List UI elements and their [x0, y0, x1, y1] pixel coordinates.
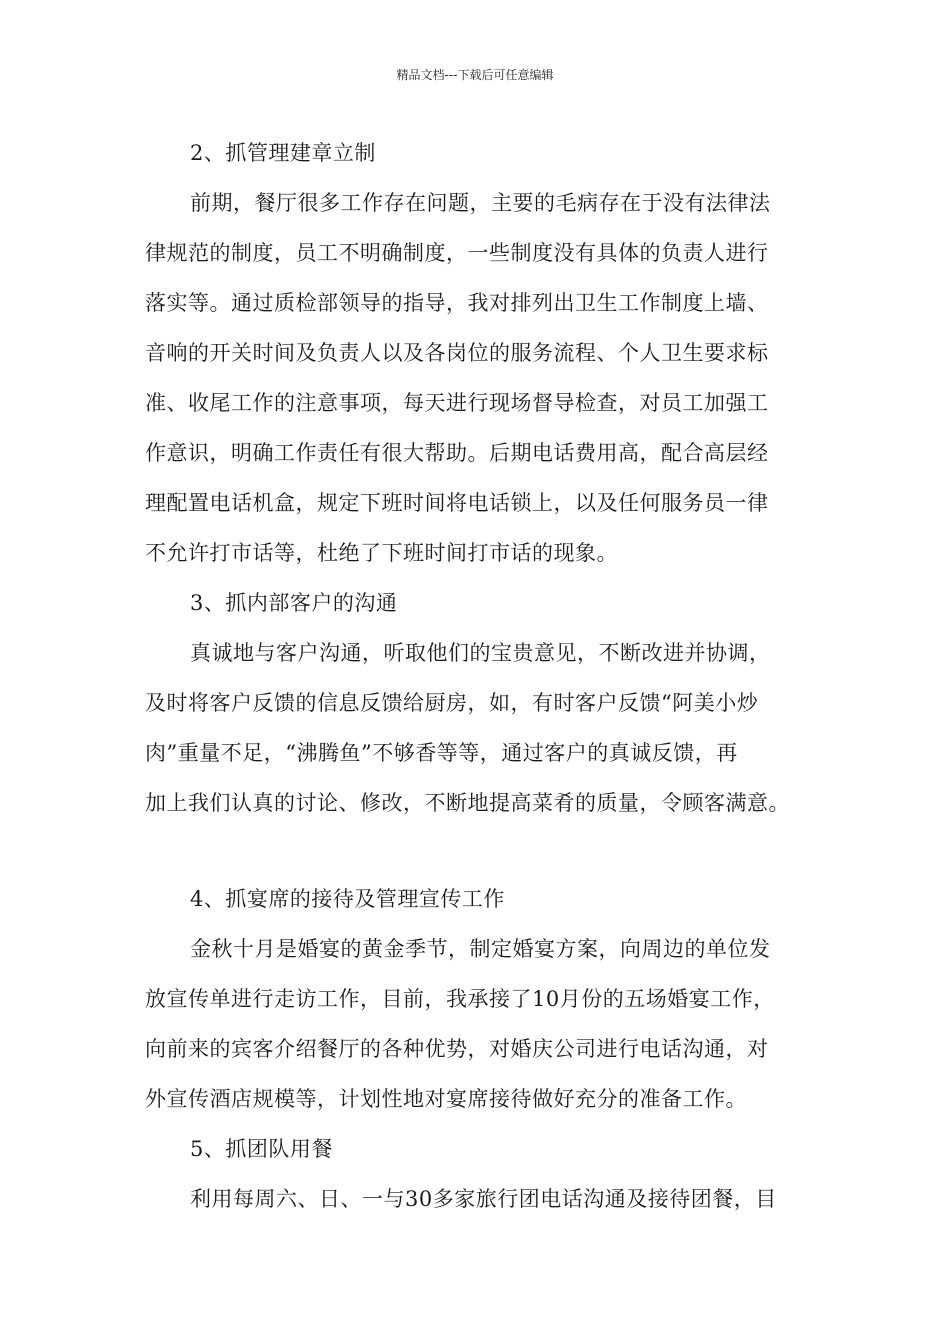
section-heading: 4、抓宴席的接待及管理宣传工作 [190, 887, 505, 911]
paragraph-line: 作意识，明确工作责任有很大帮助。后期电话费用高，配合高层经 [145, 441, 769, 465]
paragraph-line: 律规范的制度，员工不明确制度，一些制度没有具体的负责人进行 [145, 241, 769, 265]
paragraph-line: 及时将客户反馈的信息反馈给厨房，如，有时客户反馈“阿美小炒 [145, 691, 759, 715]
paragraph-line: 向前来的宾客介绍餐厅的各种优势，对婚庆公司进行电话沟通，对 [145, 1037, 769, 1061]
paragraph-line: 金秋十月是婚宴的黄金季节，制定婚宴方案，向周边的单位发 [190, 937, 771, 961]
paragraph-line: 不允许打市话等，杜绝了下班时间打市话的现象。 [145, 541, 618, 565]
paragraph-line: 落实等。通过质检部领导的指导，我对排列出卫生工作制度上墙、 [145, 291, 769, 315]
paragraph-line: 肉”重量不足，“沸腾鱼”不够香等等，通过客户的真诚反馈，再 [145, 741, 738, 765]
section-heading: 3、抓内部客户的沟通 [190, 591, 398, 615]
paragraph-line: 利用每周六、日、一与30多家旅行团电话沟通及接待团餐，目 [190, 1187, 777, 1211]
document-body [145, 128, 815, 1224]
paragraph-line: 准、收尾工作的注意事项，每天进行现场督导检查，对员工加强工 [145, 391, 769, 415]
paragraph-line: 音响的开关时间及负责人以及各岗位的服务流程、个人卫生要求标 [145, 341, 769, 365]
paragraph-line: 理配置电话机盒，规定下班时间将电话锁上，以及任何服务员一律 [145, 491, 769, 515]
paragraph-line: 真诚地与客户沟通，听取他们的宝贵意见，不断改进并协调， [190, 641, 771, 665]
page-header: 精品文档---下载后可任意编辑 [396, 68, 554, 82]
section-heading: 5、抓团队用餐 [190, 1137, 333, 1161]
paragraph-line: 加上我们认真的讨论、修改，不断地提高菜肴的质量，令顾客满意。 [145, 791, 790, 815]
paragraph-line: 放宣传单进行走访工作，目前，我承接了10月份的五场婚宴工作， [145, 987, 775, 1011]
paragraph-line: 外宣传酒店规模等，计划性地对宴席接待做好充分的准备工作。 [145, 1087, 747, 1111]
paragraph-line: 前期，餐厅很多工作存在问题，主要的毛病存在于没有法律法 [190, 191, 771, 215]
blank-spacer [145, 828, 815, 874]
section-heading: 2、抓管理建章立制 [190, 141, 376, 165]
